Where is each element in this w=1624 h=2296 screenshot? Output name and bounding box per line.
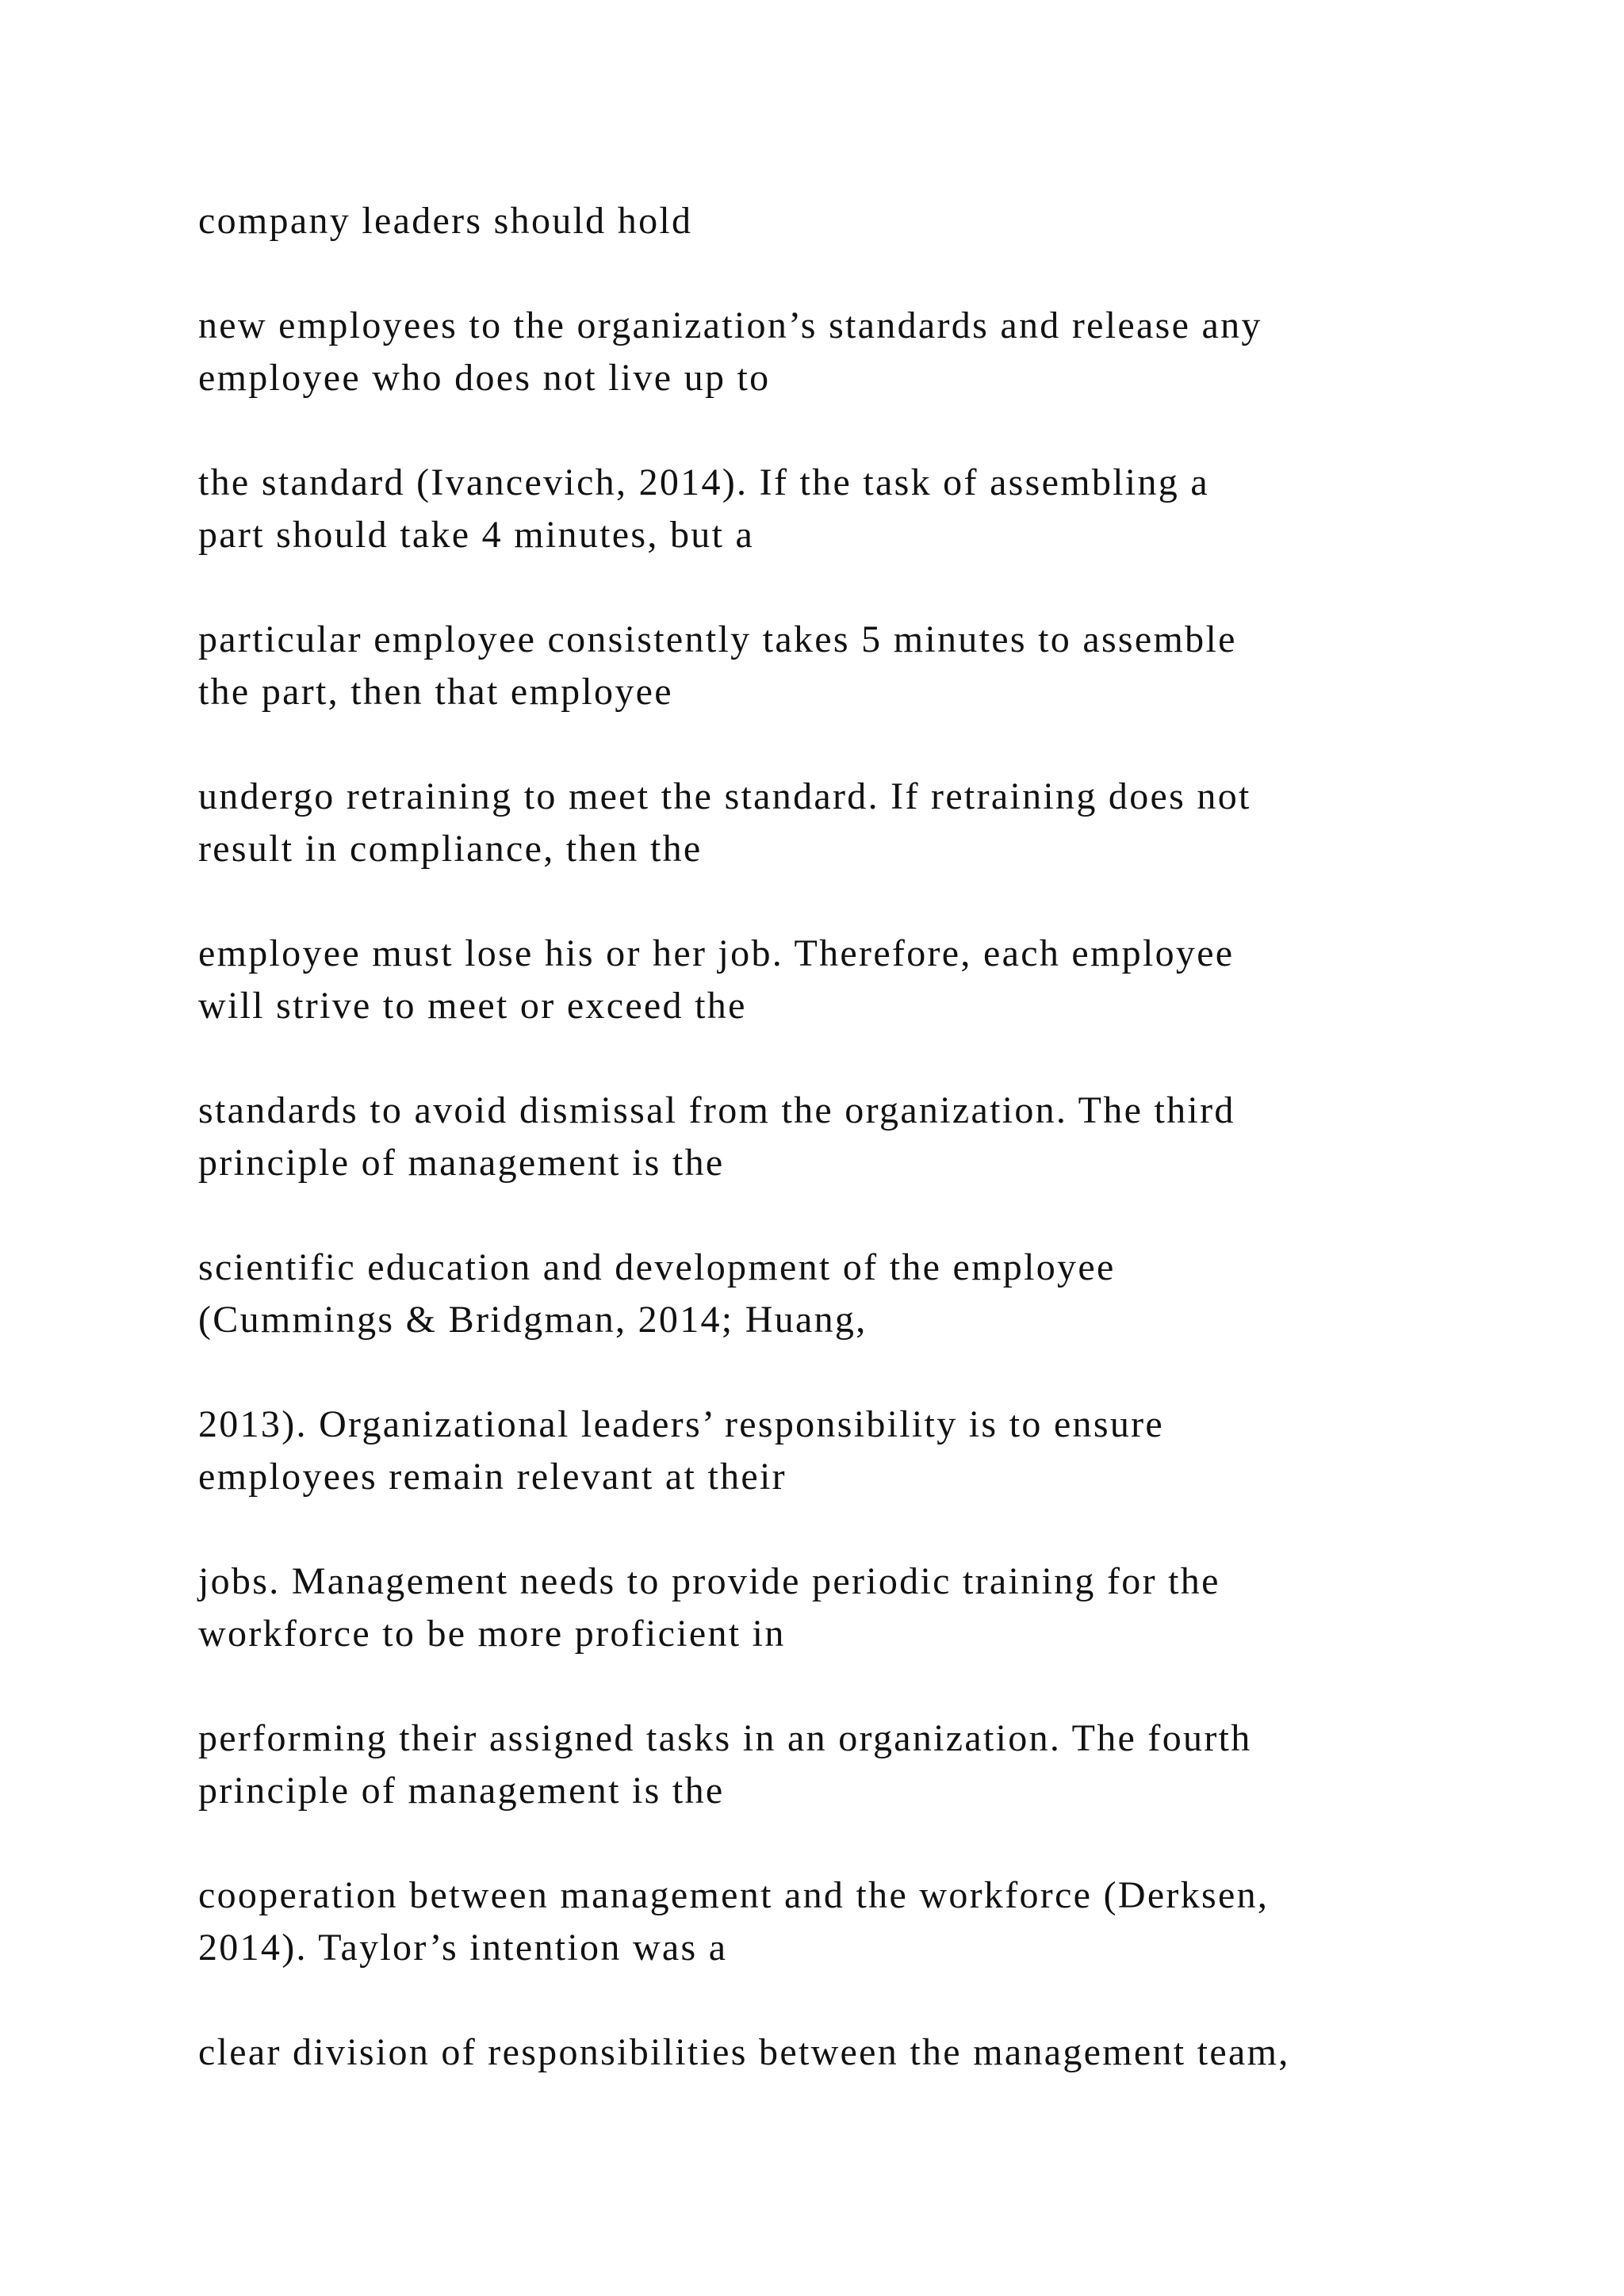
text-line: the standard (Ivancevich, 2014). If the task of assembling a	[198, 461, 1209, 503]
text-line: result in compliance, then the	[198, 828, 703, 870]
text-line: undergo retraining to meet the standard. If retraining does not	[198, 775, 1251, 817]
text-line: employees remain relevant at their	[198, 1456, 787, 1498]
text-line: the part, then that employee	[198, 671, 673, 713]
text-line: employee who does not live up to	[198, 357, 771, 399]
document-body	[198, 195, 1499, 2131]
paragraph-7	[198, 1085, 1499, 1189]
text-line: principle of management is the	[198, 1142, 725, 1184]
text-line: will strive to meet or exceed the	[198, 985, 747, 1027]
paragraph-11	[198, 1712, 1499, 1817]
text-line: (Cummings & Bridgman, 2014; Huang,	[198, 1299, 868, 1341]
text-line: standards to avoid dismissal from the organization. The third	[198, 1089, 1235, 1131]
text-line: 2014). Taylor’s intention was a	[198, 1927, 728, 1969]
text-line: jobs. Management needs to provide periodic training for the	[198, 1560, 1220, 1602]
text-line: company leaders should hold	[198, 200, 693, 242]
paragraph-13	[198, 2026, 1499, 2079]
paragraph-9	[198, 1399, 1499, 1503]
text-line: part should take 4 minutes, but a	[198, 514, 755, 556]
text-line: cooperation between management and the workforce (Derksen,	[198, 1874, 1270, 1916]
text-line: 2013). Organizational leaders’ responsibility is to ensure	[198, 1403, 1165, 1445]
paragraph-5	[198, 771, 1499, 875]
text-line: employee must lose his or her job. Therefore, each employee	[198, 932, 1235, 974]
paragraph-1	[198, 195, 1499, 247]
paragraph-3	[198, 457, 1499, 561]
paragraph-6	[198, 928, 1499, 1032]
text-line: clear division of responsibilities between the management team,	[198, 2031, 1290, 2073]
paragraph-2	[198, 300, 1499, 404]
text-line: workforce to be more proficient in	[198, 1613, 786, 1655]
paragraph-10	[198, 1556, 1499, 1660]
text-line: performing their assigned tasks in an organization. The fourth	[198, 1717, 1252, 1759]
text-line: principle of management is the	[198, 1770, 725, 1812]
paragraph-8	[198, 1242, 1499, 1346]
paragraph-4	[198, 614, 1499, 718]
text-line: particular employee consistently takes 5 minutes to assemble	[198, 618, 1237, 660]
paragraph-12	[198, 1869, 1499, 1974]
text-line: scientific education and development of the employee	[198, 1246, 1116, 1288]
text-line: new employees to the organization’s standards and release any	[198, 304, 1262, 346]
